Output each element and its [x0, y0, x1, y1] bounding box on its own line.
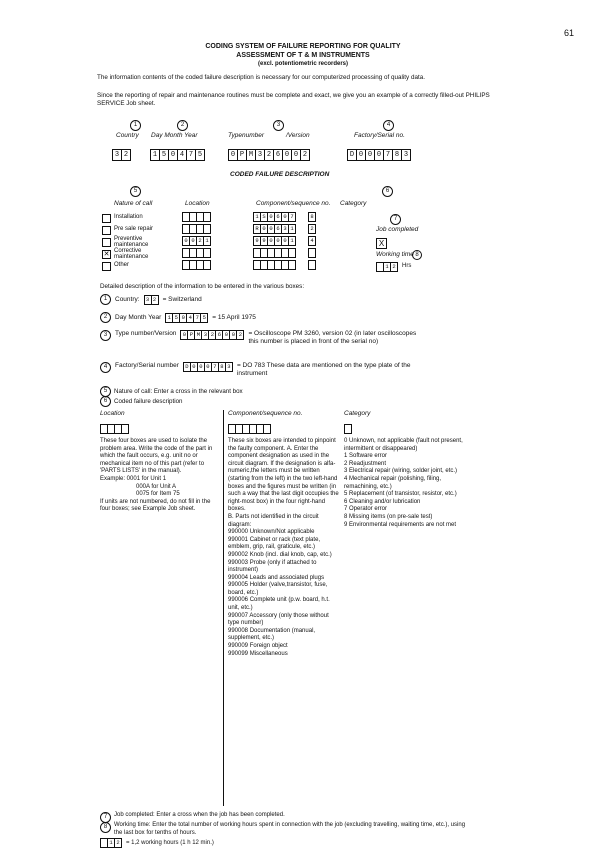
- coded-grid: [182, 212, 316, 270]
- category-item: 2 Readjustment: [344, 460, 387, 467]
- location-boxes: [182, 260, 211, 270]
- location-boxes: [182, 212, 211, 222]
- category-box: [308, 260, 316, 270]
- field-number-4: 4: [383, 120, 394, 131]
- nature-option-2: Pre sale repair: [114, 226, 154, 232]
- component-code-item: 990004 Leads and associated plugs: [228, 574, 325, 581]
- location-boxes: [182, 224, 211, 234]
- component-code-item: 990099 Miscellaneous: [228, 650, 288, 657]
- label-country: Country: [116, 132, 139, 139]
- detail-date: 2 Day Month Year 1 5 0 4 7 5 = 15 April 1975: [100, 312, 256, 323]
- column-divider: [223, 410, 224, 806]
- country-boxes: 3 2: [112, 149, 131, 161]
- field-number-1: 1: [130, 120, 141, 131]
- field-number-3: 3: [273, 120, 284, 131]
- working-time-boxes: 1 2: [376, 262, 398, 272]
- label-factory-serial: Factory/Serial no.: [354, 132, 405, 139]
- document-title: CODING SYSTEM OF FAILURE REPORTING FOR QUALITY ASSESSMENT OF T & M INSTRUMENTS (excl. potentiometric recorders): [205, 43, 401, 67]
- nature-checkbox-1[interactable]: [102, 214, 111, 223]
- nature-checkbox-4[interactable]: ✕: [103, 251, 110, 258]
- category-item: 6 Cleaning and/or lubrication: [344, 498, 421, 505]
- footer-working: 8 Working time: Enter the total number of working hours spent in connection with the job (excluding travelling, waiting time, etc.), using the last box for tenths of hours.: [100, 822, 474, 837]
- job-completed-checkbox[interactable]: X: [376, 238, 387, 249]
- coded-row: [182, 236, 316, 246]
- category-item: 7 Operator error: [344, 506, 388, 513]
- component-example-boxes: [228, 424, 271, 434]
- field-number-7: 7: [390, 214, 401, 225]
- category-box: 8: [308, 212, 316, 222]
- category-item: 9 Environmental requirements are not met: [344, 521, 457, 528]
- component-code-item: 990001 Cabinet or rack (text plate, emblem, grip, rail, graticule, etc.): [228, 536, 321, 551]
- component-explanation: These six boxes are intended to pinpoint the faulty component. A. Enter the component designation as used in the circuit diagram. If the designation is alfa-numeric,the letters must be written (starting from the left) in the two left-hand boxes and the figures must be written (in such a way that the last digit occupies the right-most box) in the four right-hand boxes. B. Parts not identified in the circuit diagram: 990000 Unknown/Not applicable 990001 Cabinet or rack (text plate, emblem, grip, rail, graticule, etc.) 990002 Knob (incl. dial knob, cap, etc.) 990003 Probe (only if attached to instrument) 990004 Leads and associated plugs 990005 Holder (valve,transistor, fuse, board, etc.) 990006 Complete unit (p.w. board, h.t. unit, etc.) 990007 Accessory (only those without type number) 990008 Documentation (manual, supplement, etc.) 990009 Foreign object 990099 Miscellaneous: [228, 438, 339, 657]
- footer-example: 1 2 = 1,2 working hours (1 h 12 min.): [100, 838, 214, 848]
- category-box: 2: [308, 224, 316, 234]
- nature-option-1: Installation: [114, 214, 143, 220]
- category-example-box: [344, 424, 352, 434]
- component-code-item: 990007 Accessory (only those without type number): [228, 612, 329, 627]
- location-example-boxes: [100, 424, 129, 434]
- label-component-sequence: Component/sequence no.: [256, 200, 331, 207]
- type-version-boxes: 0 P M 3 2 6 0 0 2: [228, 149, 310, 161]
- category-box: 4: [308, 236, 316, 246]
- col-label-category: Category: [344, 410, 371, 417]
- nature-option-3: Preventive maintenance: [114, 236, 149, 248]
- location-boxes: 0 0 2 1: [182, 236, 211, 246]
- detail-heading: Detailed description of the information to be entered in the various boxes:: [100, 283, 305, 290]
- page-number: 61: [563, 28, 574, 38]
- field-number-5: 5: [130, 186, 141, 197]
- category-item: 1 Software error: [344, 453, 388, 460]
- label-category: Category: [340, 200, 367, 207]
- component-boxes: R 0 0 6 3 1: [253, 224, 296, 234]
- label-version: /Version: [286, 132, 310, 139]
- component-code-item: 990003 Probe (only if attached to instrument): [228, 559, 317, 574]
- category-item: 3 Electrical repair (wiring, solder joint, etc.): [344, 468, 458, 475]
- component-boxes: 1 S 0 6 0 7: [253, 212, 296, 222]
- component-code-item: 990009 Foreign object: [228, 643, 288, 650]
- coded-row: [182, 224, 316, 234]
- nature-option-5: Other: [114, 262, 130, 268]
- label-location: Location: [185, 200, 210, 207]
- component-boxes: [253, 260, 296, 270]
- component-code-item: 990002 Knob (incl. dial knob, cap, etc.): [228, 551, 332, 558]
- location-explanation: These four boxes are used to isolate the problem area. Write the code of the part in which the fault occurs, e.g. unit no or mechanical item no of this part (refer to 'PARTS LISTS' in the manual). Example: 0001 for Unit 1 000A for Unit A 0075 for Item 75 If units are not numbered, do not fill in the four boxes; see Example Job sheet.: [100, 438, 213, 513]
- nature-checkbox-5[interactable]: [102, 262, 111, 271]
- label-nature-of-call: Nature of call: [114, 200, 153, 207]
- col-label-component: Component/sequence no.: [228, 410, 303, 417]
- category-explanation: [344, 438, 472, 529]
- date-boxes: 1 5 0 4 7 5: [150, 149, 205, 161]
- label-day-month-year: Day Month Year: [151, 132, 198, 139]
- detail-country: 1 Country: 3 2 = Switzerland: [100, 294, 202, 305]
- nature-option-4: Corrective maintenance: [114, 248, 149, 260]
- component-code-item: 990005 Holder (valve,transistor, fuse, board, etc.): [228, 582, 328, 596]
- field-number-6: 6: [382, 186, 393, 197]
- coded-row: [182, 260, 316, 270]
- location-boxes: [182, 248, 211, 258]
- footer-job: 7 Job completed: Enter a cross when the job has been completed.: [100, 812, 285, 823]
- col-label-location: Location: [100, 410, 125, 417]
- field-number-2: 2: [177, 120, 188, 131]
- component-code-item: 990000 Unknown/Not applicable: [228, 529, 315, 536]
- label-job-completed: Job completed: [376, 226, 419, 233]
- category-item: 8 Missing items (on pre-sale test): [344, 513, 433, 520]
- label-hrs: Hrs: [402, 263, 412, 269]
- detail-serial: 4 Factory/Serial number D 0 0 0 7 8 3 = DO 783 These data are mentioned on the type plate of the instrument: [100, 362, 427, 378]
- category-item: 0 Unknown, not applicable (fault not present, intermittent or disappeared): [344, 438, 463, 452]
- category-item: 4 Mechanical repair (polishing, filing, remachining, etc.): [344, 475, 442, 490]
- coded-row: [182, 248, 316, 258]
- intro-paragraph-2: Since the reporting of repair and maintenance routines must be complete and exact, we give you an example of a correctly filled-out PHILIPS SERVICE Job sheet.: [97, 92, 490, 107]
- category-box: [308, 248, 316, 258]
- component-code-item: 990008 Documentation (manual, supplement, etc.): [228, 627, 316, 642]
- serial-boxes: D 0 0 0 7 8 3: [347, 149, 411, 161]
- intro-paragraph-1: The information contents of the coded failure description is necessary for our computerized processing of quality data.: [97, 74, 425, 81]
- detail-nature: 5 Nature of call: Enter a cross in the relevant box: [100, 386, 243, 397]
- label-typenumber: Typenumber: [228, 132, 265, 139]
- component-code-list: [228, 529, 340, 658]
- detail-coded: 6 Coded failure description: [100, 396, 182, 407]
- component-code-item: 990006 Complete unit (p.w. board, h.t. unit, etc.): [228, 597, 330, 612]
- field-number-8: 8: [412, 250, 422, 260]
- component-boxes: [253, 248, 296, 258]
- category-item: 5 Replacement (of transistor, resistor, etc.): [344, 491, 457, 498]
- coded-heading: CODED FAILURE DESCRIPTION: [230, 171, 330, 178]
- label-working-time: Working time: [376, 251, 414, 258]
- nature-checkbox-2[interactable]: [102, 226, 111, 235]
- detail-type: 3 Type number/Version 0 P M 3 2 6 0 0 2 = Oscilloscope PM 3260, version 02 (in later oscilloscopes this number is placed in front of the serial no): [100, 330, 423, 346]
- nature-checkbox-3[interactable]: [102, 238, 111, 247]
- coded-row: [182, 212, 316, 222]
- component-boxes: 9 9 0 0 0 1: [253, 236, 296, 246]
